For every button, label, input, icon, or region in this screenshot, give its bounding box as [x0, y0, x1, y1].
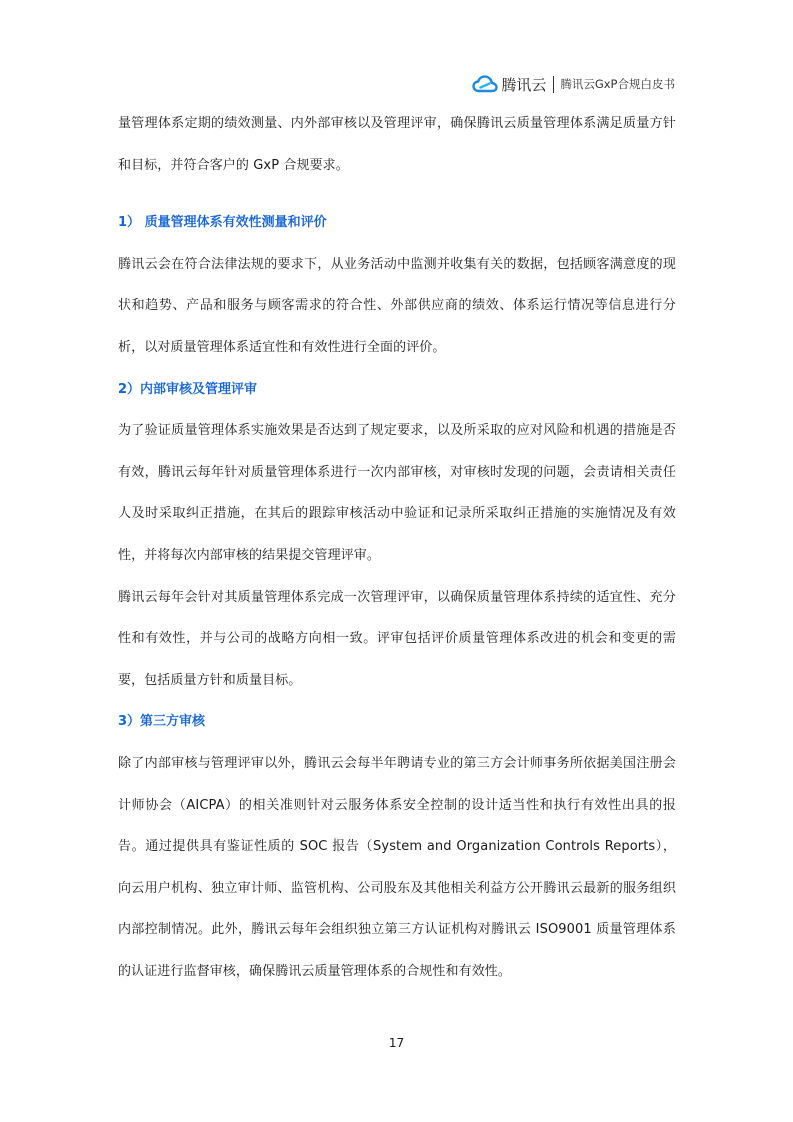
effectiveness-paragraph: 腾讯云会在符合法律法规的要求下，从业务活动中监测并收集有关的数据，包括顾客满意度的现状和趋势、产品和服务与顾客需求的符合性、外部供应商的绩效、体系运行情况等信息进行分析，以对质量管理体系适宜性和有效性进行全面的评价。: [118, 256, 676, 355]
section-heading-third-party-audit: 3）第三方审核: [118, 714, 206, 730]
management-review-paragraph: 腾讯云每年会针对其质量管理体系完成一次管理评审，以确保质量管理体系持续的适宜性、充分性和有效性，并与公司的战略方向相一致。评审包括评价质量管理体系改进的机会和变更的需要，包括质量方针和质量目标。: [118, 589, 676, 688]
cloud-logo-icon: [472, 75, 498, 93]
internal-audit-paragraph: 为了验证质量管理体系实施效果是否达到了规定要求，以及所采取的应对风险和机遇的措施是否有效，腾讯云每年针对质量管理体系进行一次内部审核，对审核时发现的问题，会责请相关责任人及时采取纠正措施，在其后的跟踪审核活动中验证和记录所采取纠正措施的实施情况及有效性，并将每次内部审核的结果提交管理评审。: [118, 423, 676, 563]
page-number: 17: [388, 1036, 405, 1050]
section-heading-effectiveness: 1） 质量管理体系有效性测量和评价: [118, 215, 327, 231]
third-party-audit-paragraph: 除了内部审核与管理评审以外，腾讯云会每半年聘请专业的第三方会计师事务所依据美国注册会计师协会（AICPA）的相关准则针对云服务体系安全控制的设计适当性和执行有效性出具的报告。通过提供具有鉴证性质的 SOC 报告（System and Organization Controls Reports），向云用户机构、独立审计师、监管机构、公司股东及其他相关利益方公开腾讯云最新的服务组织内部控制情况。此外，腾讯云每年会组织独立第三方认证机构对腾讯云 ISO9001 质量管理体系的认证进行监督审核，确保腾讯云质量管理体系的合规性和有效性。: [118, 755, 676, 979]
brand-name: 腾讯云: [501, 75, 547, 94]
page-header: [472, 72, 675, 96]
section-heading-internal-audit: 2）内部审核及管理评审: [118, 381, 258, 397]
document-title: 腾讯云GxP合规白皮书: [560, 77, 675, 91]
brand-logo: [472, 74, 546, 95]
page-content: [118, 103, 676, 992]
intro-paragraph: 量管理体系定期的绩效测量、内外部审核以及管理评审，确保腾讯云质量管理体系满足质量方针和目标，并符合客户的 GxP 合规要求。: [118, 116, 676, 173]
header-divider: [553, 76, 554, 93]
